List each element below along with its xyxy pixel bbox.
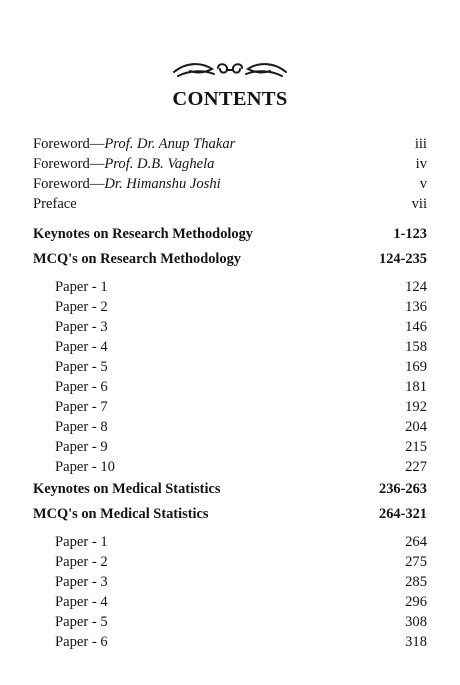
- toc-page-number: 318: [405, 634, 427, 650]
- paper-label: Paper - 9: [55, 439, 108, 455]
- toc-row-preface: [33, 194, 427, 214]
- toc-paper-row: [33, 552, 427, 572]
- toc-page-number: vii: [411, 196, 427, 212]
- toc-section-label: Keynotes on Medical Statistics: [33, 481, 221, 497]
- paper-label: Paper - 4: [55, 339, 108, 355]
- toc-paper-row: [33, 592, 427, 612]
- toc-entry-label: Foreword—Prof. Dr. Anup Thakar: [33, 136, 236, 152]
- paper-label: Paper - 6: [55, 634, 108, 650]
- toc-page-number: 136: [405, 299, 427, 315]
- toc-page-number: 215: [405, 439, 427, 455]
- toc-section-label: MCQ's on Research Methodology: [33, 251, 241, 267]
- toc-page-number: 124: [405, 279, 427, 295]
- toc-list: [33, 134, 427, 652]
- toc-page-number: 296: [405, 594, 427, 610]
- toc-page-number: 158: [405, 339, 427, 355]
- toc-paper-row: [33, 632, 427, 652]
- toc-paper-row: [33, 572, 427, 592]
- toc-paper-row: [33, 612, 427, 632]
- toc-row-foreword-1: [33, 134, 427, 154]
- toc-entry-label: Foreword—Dr. Himanshu Joshi: [33, 176, 221, 192]
- paper-label: Paper - 3: [55, 319, 108, 335]
- toc-paper-row: [33, 337, 427, 357]
- toc-section-mcq-research: [33, 247, 427, 272]
- paper-label: Paper - 2: [55, 299, 108, 315]
- toc-row-foreword-2: [33, 154, 427, 174]
- toc-paper-row: [33, 317, 427, 337]
- toc-paper-row: [33, 357, 427, 377]
- paper-label: Paper - 2: [55, 554, 108, 570]
- toc-paper-row: [33, 277, 427, 297]
- paper-label: Paper - 7: [55, 399, 108, 415]
- toc-entry-label: Foreword—Prof. D.B. Vaghela: [33, 156, 215, 172]
- toc-page-number: 204: [405, 419, 427, 435]
- toc-section-label: MCQ's on Medical Statistics: [33, 506, 209, 522]
- toc-section-keynotes-statistics: [33, 477, 427, 502]
- toc-section-label: Keynotes on Research Methodology: [33, 226, 253, 242]
- toc-paper-row: [33, 417, 427, 437]
- paper-label: Paper - 4: [55, 594, 108, 610]
- paper-label: Paper - 1: [55, 279, 108, 295]
- toc-paper-row: [33, 532, 427, 552]
- toc-page-number: v: [419, 176, 427, 192]
- toc-paper-row: [33, 377, 427, 397]
- toc-page-number: iv: [415, 156, 427, 172]
- toc-paper-row: [33, 457, 427, 477]
- toc-section-mcq-statistics: [33, 502, 427, 527]
- toc-paper-row: [33, 437, 427, 457]
- paper-label: Paper - 5: [55, 614, 108, 630]
- toc-page-number: 181: [405, 379, 427, 395]
- toc-page-range: 124-235: [379, 251, 427, 267]
- toc-page-number: 308: [405, 614, 427, 630]
- toc-entry-label: Preface: [33, 196, 77, 212]
- toc-page-number: 169: [405, 359, 427, 375]
- ornament-flourish-icon: [172, 58, 288, 80]
- toc-page-range: 1-123: [393, 226, 427, 242]
- toc-row-foreword-3: [33, 174, 427, 194]
- toc-page-number: 264: [405, 534, 427, 550]
- toc-page-number: iii: [414, 136, 427, 152]
- paper-label: Paper - 5: [55, 359, 108, 375]
- rm-papers-list: [33, 277, 427, 477]
- paper-label: Paper - 10: [55, 459, 115, 475]
- paper-label: Paper - 3: [55, 574, 108, 590]
- paper-label: Paper - 1: [55, 534, 108, 550]
- toc-section-keynotes-research: [33, 222, 427, 247]
- toc-page-number: 275: [405, 554, 427, 570]
- toc-page-range: 236-263: [379, 481, 427, 497]
- page-title: CONTENTS: [172, 88, 288, 110]
- paper-label: Paper - 6: [55, 379, 108, 395]
- paper-label: Paper - 8: [55, 419, 108, 435]
- toc-paper-row: [33, 297, 427, 317]
- toc-page-number: 146: [405, 319, 427, 335]
- toc-page-range: 264-321: [379, 506, 427, 522]
- toc-page-number: 227: [405, 459, 427, 475]
- ms-papers-list: [33, 532, 427, 652]
- toc-page-number: 192: [405, 399, 427, 415]
- toc-paper-row: [33, 397, 427, 417]
- toc-page-number: 285: [405, 574, 427, 590]
